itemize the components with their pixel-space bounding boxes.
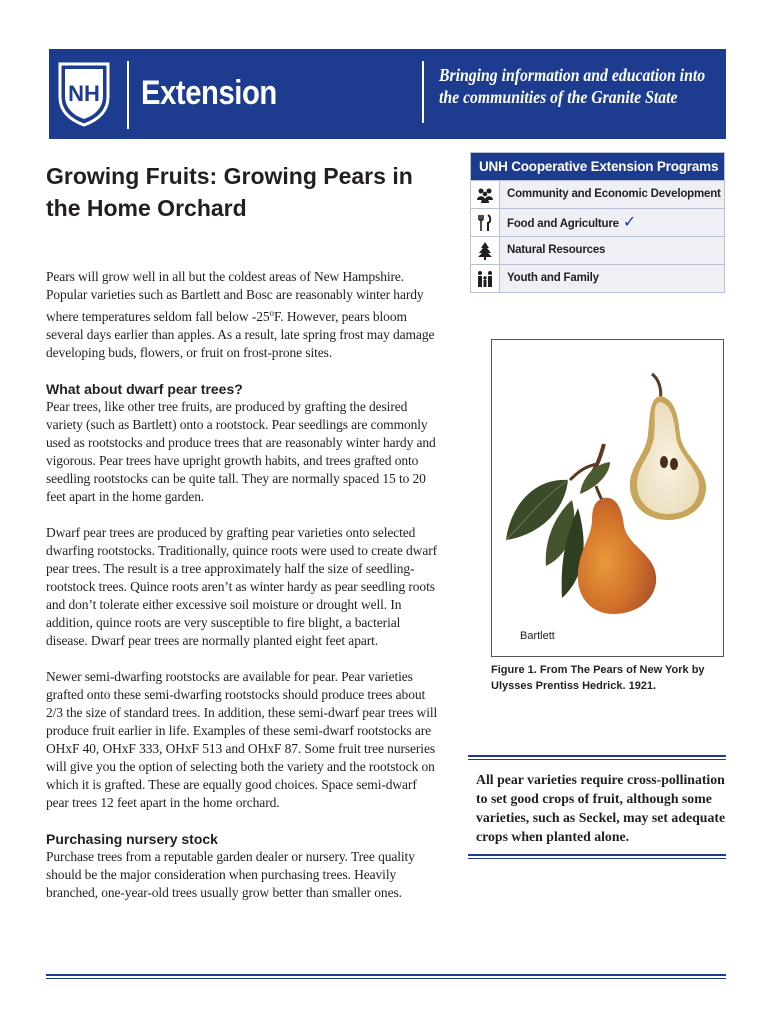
page-title: Growing Fruits: Growing Pears in the Home Orchard: [46, 163, 413, 221]
heading-nursery-stock: Purchasing nursery stock: [46, 831, 218, 847]
fork-knife-icon: [471, 209, 500, 236]
pear-illustration: [492, 340, 723, 656]
program-label: Natural Resources: [507, 244, 606, 256]
callout-box: [468, 755, 726, 859]
heading-dwarf-trees: What about dwarf pear trees?: [46, 381, 243, 397]
tagline-line-2: the communities of the Granite State: [439, 87, 678, 107]
programs-heading: UNH Cooperative Extension Programs: [471, 153, 724, 180]
intro-paragraph: Pears will grow well in all but the coldest areas of New Hampshire. Popular varieties such as Bartlett and Bosc are reasonably winter hardy where temperatures seldom fall below -25$^o$F. However, pears bloom several days earlier than apples. As a result, late spring frost may damage developing buds, flowers, or fruit on frost-prone sites.: [46, 269, 435, 360]
callout-bottom-rule: [468, 854, 726, 859]
callout-top-rule: [468, 755, 726, 760]
dwarf-paragraph-2: Dwarf pear trees are produced by grafting pear varieties onto selected dwarfing rootstocks. Traditionally, quince roots were used to create dwarf pear trees. The result is a tree approximately half the size of seedling-rootstock trees. Quince roots aren’t as winter hardy as pear seedling roots and don’t tolerate either excessive soil moisture or drought well. In addition, quince roots are very susceptible to fire blight, a bacterial disease. Dwarf pear trees are normally planted eight feet apart.: [46, 525, 437, 648]
header-tagline: [439, 64, 706, 108]
pear-figure: [491, 339, 724, 657]
header-divider-2: [422, 61, 424, 123]
logo-text: NH: [68, 81, 100, 106]
header-banner: [49, 49, 726, 139]
degree-mark: o: [269, 308, 274, 318]
programs-box: [470, 152, 725, 293]
nursery-paragraph-1: Purchase trees from a reputable garden dealer or nursery. Tree quality should be the major consideration when purchasing trees. Heavily branched, one-year-old trees usually grow better than smaller ones.: [46, 849, 415, 900]
family-icon: [471, 265, 500, 292]
figure-caption: Figure 1. From The Pears of New York by Ulysses Prentiss Hedrick. 1921.: [491, 664, 705, 692]
header-divider: [127, 61, 129, 129]
people-icon: [471, 181, 500, 208]
tagline-line-1: Bringing information and education into: [439, 65, 706, 85]
callout-text: All pear varieties require cross-pollination to set good crops of fruit, although some varieties, such as Seckel, may set adequate crops when planted alone.: [476, 772, 726, 844]
footer-rule: [46, 974, 726, 979]
program-item-youth: [471, 264, 724, 292]
program-item-community: [471, 180, 724, 208]
figure-inner-label: Bartlett: [520, 630, 555, 642]
program-label: Youth and Family: [507, 272, 599, 284]
tree-icon: [471, 237, 500, 264]
program-item-food: [471, 208, 724, 236]
brand-name: Extension: [141, 74, 277, 112]
program-label: Community and Economic Development: [507, 188, 721, 200]
program-label: Food and Agriculture ✓: [507, 214, 637, 231]
unh-shield-logo: [57, 61, 111, 127]
dwarf-paragraph-3: Newer semi-dwarfing rootstocks are available for pear. Pear varieties grafted onto these semi-dwarfing rootstocks should produce trees about 2/3 the size of standard trees. In addition, these semi-dwarf pear trees will produce fruit earlier in life. Examples of these semi-dwarf rootstocks are OHxF 40, OHxF 333, OHxF 513 and OHxF 87. Some fruit tree nurseries will give you the option of selecting both the variety and the rootstock on which it is grafted. These are equally good choices. Space semi-dwarf pear trees 12 feet apart in the home orchard.: [46, 669, 438, 810]
dwarf-paragraph-1: Pear trees, like other tree fruits, are produced by grafting the desired variety (such as Bartlett) onto a rootstock. Pear seedlings are commonly used as rootstocks and produce trees that are reasonably winter hardy and vigorous. Pear trees have upright growth habits, and trees grafted onto seedling rootstocks can be quite tall. They are normally spaced 15 to 20 feet apart in the home garden.: [46, 399, 436, 504]
program-item-natural: [471, 236, 724, 264]
main-text-column: [46, 268, 438, 902]
checkmark-icon: ✓: [622, 214, 637, 231]
